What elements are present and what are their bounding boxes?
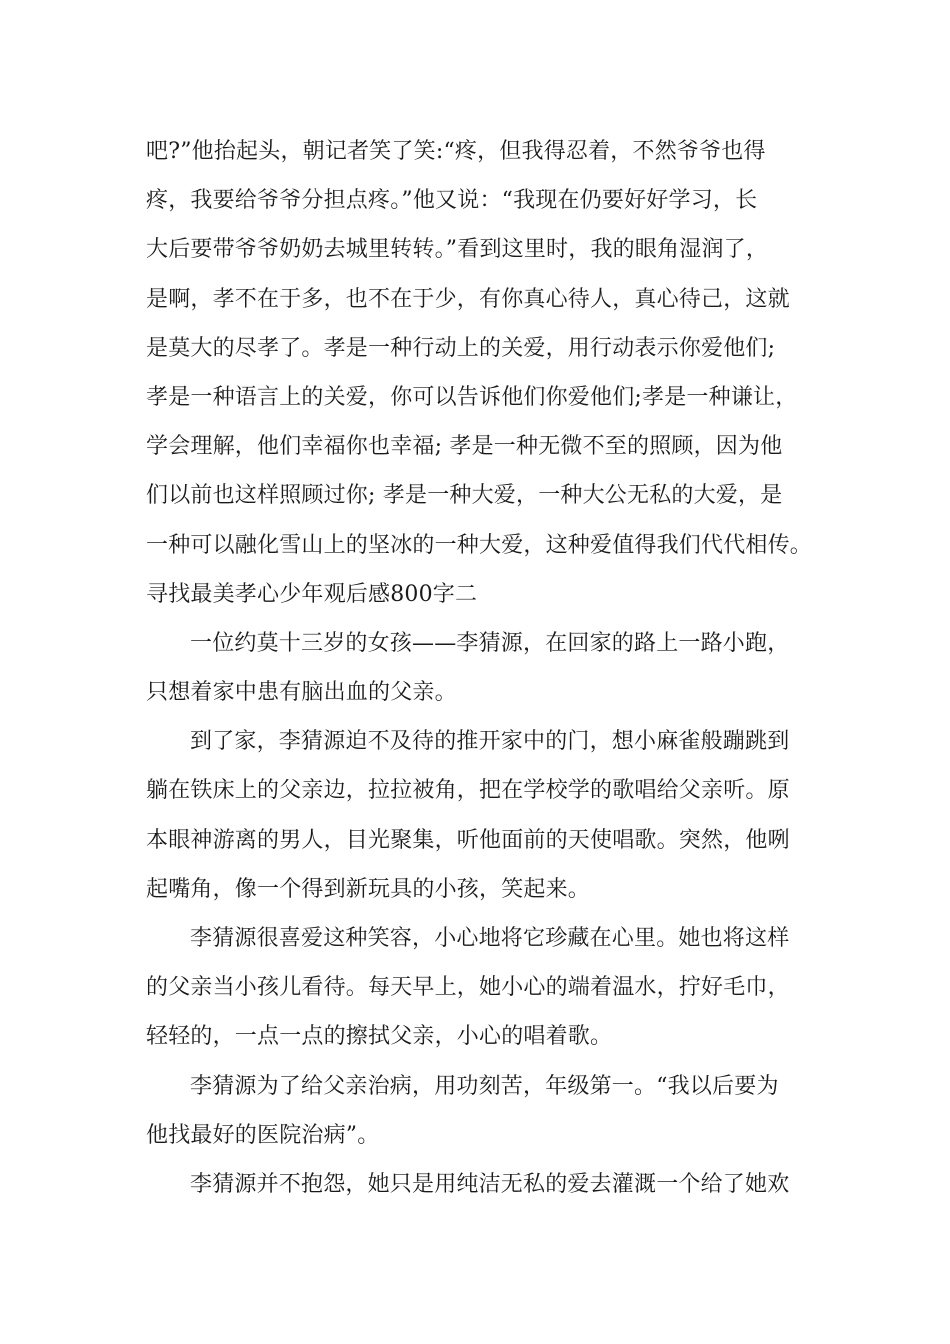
text-line: 本眼神游离的男人，目光聚集，听他面前的天使唱歌。突然，他咧 <box>146 827 790 853</box>
paragraph <box>146 1160 818 1209</box>
text-line: 一种可以融化雪山上的坚冰的一种大爱，这种爱值得我们代代相传。 <box>146 532 813 558</box>
text-line: 只想着家中患有脑出血的父亲。 <box>146 680 457 706</box>
text-line: 疼，我要给爷爷分担点疼。”他又说：“我现在仍要好好学习，长 <box>146 188 758 214</box>
paragraph <box>146 1062 818 1160</box>
text-line: 李猜源很喜爱这种笑容，小心地将它珍藏在心里。她也将这样 <box>190 926 790 951</box>
text-line: 到了家，李猜源迫不及待的推开家中的门，想小麻雀般蹦跳到 <box>190 729 790 755</box>
text-line: 孝是一种语言上的关爱，你可以告诉他们你爱他们;孝是一种谦让， <box>146 384 798 410</box>
text-line: 是莫大的尽孝了。孝是一种行动上的关爱，用行动表示你爱他们; <box>146 335 776 361</box>
text-line: 是啊，孝不在于多，也不在于少，有你真心待人，真心待己，这就 <box>146 286 790 312</box>
text-line: 他找最好的医院治病”。 <box>146 1122 380 1148</box>
document-body <box>146 127 818 1209</box>
text-line: 起嘴角，像一个得到新玩具的小孩，笑起来。 <box>146 876 591 902</box>
text-line: 轻轻的，一点一点的擦拭父亲，小心的唱着歌。 <box>146 1024 613 1050</box>
text-line: 李猜源并不抱怨，她只是用纯洁无私的爱去灌溉一个给了她欢 <box>190 1171 790 1197</box>
text-line: 学会理解，他们幸福你也幸福; 孝是一种无微不至的照顾，因为他 <box>146 434 783 460</box>
paragraph <box>146 914 818 1062</box>
text-line: 躺在铁床上的父亲边，拉拉被角，把在学校学的歌唱给父亲听。原 <box>146 778 790 804</box>
paragraph <box>146 717 818 914</box>
text-line: 大后要带爷爷奶奶去城里转转。”看到这里时，我的眼角湿润了， <box>146 237 769 263</box>
text-line: 吧?”他抬起头，朝记者笑了笑:“疼，但我得忍着，不然爷爷也得 <box>146 139 766 164</box>
text-line: 一位约莫十三岁的女孩——李猜源，在回家的路上一路小跑， <box>190 630 790 656</box>
text-line: 们以前也这样照顾过你; 孝是一种大爱，一种大公无私的大爱，是 <box>146 483 783 509</box>
continued-paragraph <box>146 127 818 570</box>
text-line: 李猜源为了给父亲治病，用功刻苦，年级第一。“我以后要为 <box>190 1073 779 1099</box>
paragraph <box>146 619 818 717</box>
section-heading: 寻找最美孝心少年观后感800字二 <box>146 581 478 607</box>
text-line: 的父亲当小孩儿看待。每天早上，她小心的端着温水，拧好毛巾， <box>146 975 790 1001</box>
